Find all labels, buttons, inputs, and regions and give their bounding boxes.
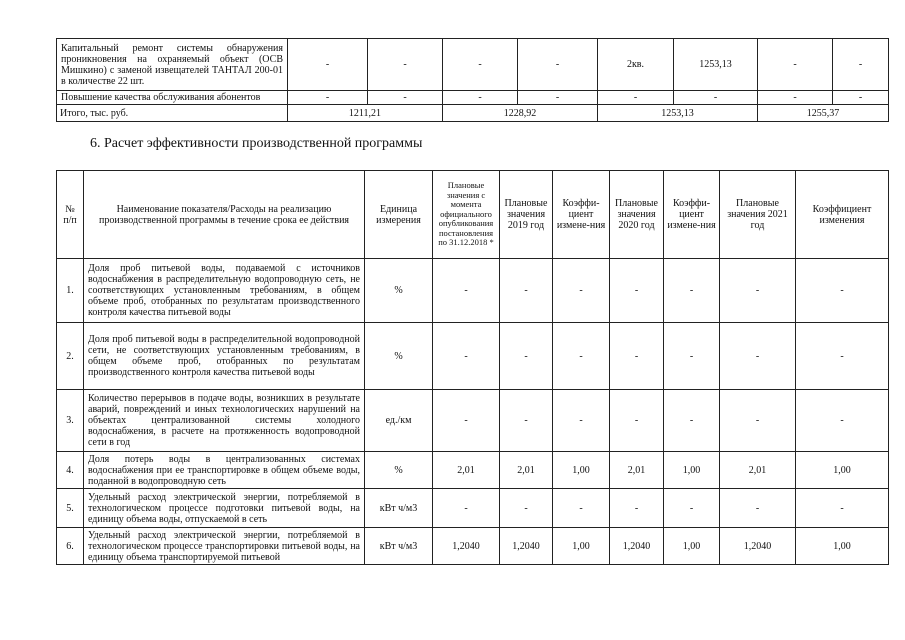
row-unit: кВт ч/м3 <box>365 528 433 565</box>
table-row <box>57 259 889 323</box>
cell: - <box>553 323 610 390</box>
row-unit: кВт ч/м3 <box>365 489 433 528</box>
cell: - <box>443 39 518 91</box>
cell: - <box>500 323 553 390</box>
row-description: Капитальный ремонт системы обнаружения проникновения на охраняемый объект (ОСВ Мишкино) с заменой извещателей ТАНТАЛ 200-01 в количестве 22 шт. <box>57 39 288 91</box>
header-unit: Единица измерения <box>365 171 433 259</box>
cell: 1,00 <box>553 452 610 489</box>
cell: - <box>833 39 889 91</box>
total-label: Итого, тыс. руб. <box>57 105 288 122</box>
cell: - <box>433 323 500 390</box>
total-value: 1253,13 <box>598 105 758 122</box>
cell: - <box>433 259 500 323</box>
row-name: Доля проб питьевой воды в распределительной водопроводной сети, не соответствующих установленным требованиям, в общем объеме проб, отобранных по результатам производственного контроля качества питьевой воды <box>84 323 365 390</box>
cell: 2,01 <box>500 452 553 489</box>
cell: - <box>288 91 368 105</box>
row-number: 3. <box>57 390 84 452</box>
cell: - <box>368 39 443 91</box>
row-number: 2. <box>57 323 84 390</box>
cell: - <box>553 390 610 452</box>
header-coef-3: Коэффициент изменения <box>796 171 889 259</box>
row-name: Доля проб питьевой воды, подаваемой с источников водоснабжения в распределительную водопроводную сеть, не соответствующих установленным требованиям, в общем объеме проб, отобранных по результатам производственного контроля качества питьевой воды <box>84 259 365 323</box>
cell: - <box>758 39 833 91</box>
table-row <box>57 452 889 489</box>
cell: 1,00 <box>664 528 720 565</box>
efficiency-table <box>56 170 889 565</box>
total-row <box>57 105 889 122</box>
cell: - <box>796 323 889 390</box>
cell: - <box>758 91 833 105</box>
cell: - <box>833 91 889 105</box>
table-row <box>57 39 889 91</box>
cell: - <box>288 39 368 91</box>
row-name: Удельный расход электрической энергии, потребляемой в технологическом процессе подготовки питьевой воды, на единицу объема воды, отпускаемой в сеть <box>84 489 365 528</box>
total-value: 1255,37 <box>758 105 889 122</box>
header-name: Наименование показателя/Расходы на реализацию производственной программы в течение срока ее действия <box>84 171 365 259</box>
cell: - <box>500 259 553 323</box>
section-title: 6. Расчет эффективности производственной программы <box>90 136 423 151</box>
row-unit: % <box>365 323 433 390</box>
header-plan-2021: Плановые значения 2021 год <box>720 171 796 259</box>
cell: - <box>720 259 796 323</box>
row-number: 1. <box>57 259 84 323</box>
cell: - <box>553 259 610 323</box>
cell: - <box>720 390 796 452</box>
cell: 1253,13 <box>674 39 758 91</box>
cell: - <box>610 259 664 323</box>
cell: - <box>664 259 720 323</box>
row-unit: ед./км <box>365 390 433 452</box>
cell: - <box>443 91 518 105</box>
table-row <box>57 390 889 452</box>
cell: - <box>610 489 664 528</box>
cell: - <box>664 323 720 390</box>
table-row <box>57 323 889 390</box>
cell: - <box>796 259 889 323</box>
cell: - <box>720 489 796 528</box>
cell: - <box>796 489 889 528</box>
cell: - <box>433 390 500 452</box>
table-row <box>57 91 889 105</box>
cell: - <box>674 91 758 105</box>
expenses-table-continuation <box>56 38 889 122</box>
cell: - <box>610 390 664 452</box>
row-description: Повышение качества обслуживания абонентов <box>57 91 288 105</box>
row-number: 4. <box>57 452 84 489</box>
cell: - <box>518 91 598 105</box>
cell: 1,2040 <box>500 528 553 565</box>
row-number: 6. <box>57 528 84 565</box>
cell: - <box>518 39 598 91</box>
header-plan-2020: Плановые значения 2020 год <box>610 171 664 259</box>
cell: - <box>664 489 720 528</box>
header-plan-official: Плановые значения с момента официального опубликования постановления по 31.12.2018 * <box>433 171 500 259</box>
cell: - <box>664 390 720 452</box>
total-value: 1228,92 <box>443 105 598 122</box>
row-unit: % <box>365 452 433 489</box>
row-name: Доля потерь воды в централизованных системах водоснабжения при ее транспортировке в общем объеме воды, поданной в водопроводную сеть <box>84 452 365 489</box>
cell: - <box>500 489 553 528</box>
cell: 1,00 <box>796 452 889 489</box>
cell: - <box>598 91 674 105</box>
cell: - <box>720 323 796 390</box>
cell: 2,01 <box>610 452 664 489</box>
cell: - <box>553 489 610 528</box>
cell: 1,2040 <box>610 528 664 565</box>
cell: - <box>610 323 664 390</box>
cell: 2,01 <box>720 452 796 489</box>
cell: 1,2040 <box>433 528 500 565</box>
row-unit: % <box>365 259 433 323</box>
cell: 2,01 <box>433 452 500 489</box>
cell: 1,00 <box>553 528 610 565</box>
table-row <box>57 528 889 565</box>
header-coef-2: Коэффи-циент измене-ния <box>664 171 720 259</box>
table-row <box>57 489 889 528</box>
cell: - <box>796 390 889 452</box>
cell: - <box>433 489 500 528</box>
table-header-row <box>57 171 889 259</box>
row-name: Удельный расход электрической энергии, потребляемой в технологическом процессе транспортировки питьевой воды, на единицу объема транспортируемой питьевой <box>84 528 365 565</box>
total-value: 1211,21 <box>288 105 443 122</box>
cell: 1,00 <box>664 452 720 489</box>
cell: 2кв. <box>598 39 674 91</box>
header-coef-1: Коэффи-циент измене-ния <box>553 171 610 259</box>
cell: - <box>368 91 443 105</box>
header-num: № п/п <box>57 171 84 259</box>
header-plan-2019: Плановые значения 2019 год <box>500 171 553 259</box>
cell: 1,00 <box>796 528 889 565</box>
cell: 1,2040 <box>720 528 796 565</box>
cell: - <box>500 390 553 452</box>
row-number: 5. <box>57 489 84 528</box>
row-name: Количество перерывов в подаче воды, возникших в результате аварий, повреждений и иных технологических нарушений на объектах централизованной системы холодного водоснабжения, в расчете на протяженность водопроводной сети в год <box>84 390 365 452</box>
